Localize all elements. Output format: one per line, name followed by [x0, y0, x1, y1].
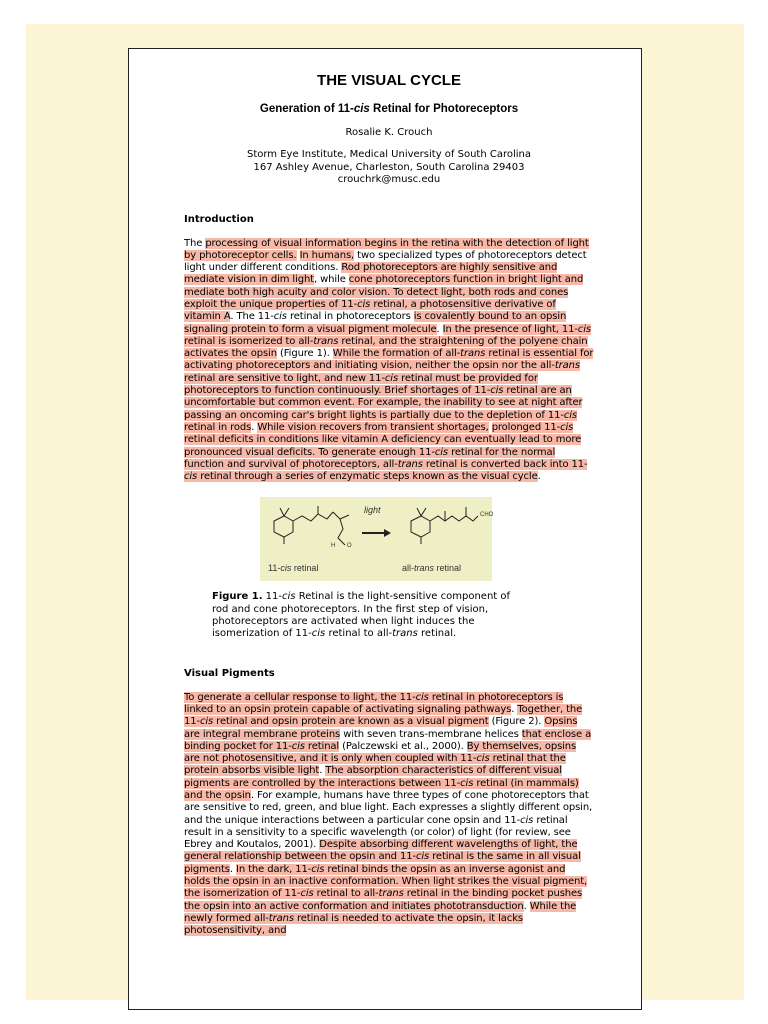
highlighted-text: trans — [554, 360, 580, 372]
highlighted-text: Rod photoreceptors are highly sensitive and mediate vision in dim light — [184, 262, 558, 286]
text-run: retinal result in a sensitivity to a specific wavelength (or color) of light (for review, see Ebrey and Koutalos, 2001). — [184, 814, 571, 851]
introduction-paragraph — [184, 238, 594, 484]
section-heading-visual-pigments: Visual Pigments — [184, 667, 275, 679]
right-chain — [430, 516, 478, 521]
highlighted-text: In the dark, 11- — [236, 863, 312, 875]
highlighted-text: cis — [300, 888, 314, 900]
text-run: (Figure 1). — [276, 348, 333, 360]
highlighted-text: is covalently bound to an opsin signaling protein to form a visual pigment molecule — [184, 311, 567, 335]
label-part: all- — [402, 563, 415, 574]
highlighted-text: retinal — [304, 740, 340, 752]
left-ring — [274, 516, 293, 537]
text-run: . — [523, 900, 530, 912]
highlighted-text: retinal is the same in all visual pigments — [184, 851, 581, 875]
text-run: The — [184, 237, 206, 249]
highlighted-text: retinal is converted back into 11- — [422, 458, 588, 470]
highlighted-text: trans — [378, 888, 404, 900]
text-run: . — [436, 323, 443, 335]
highlighted-text: cis — [560, 421, 574, 433]
text-run: (Palczewski et al., 2000). — [339, 740, 467, 752]
text-run: retinal in photoreceptors — [286, 311, 414, 323]
arrow-head — [384, 529, 391, 537]
highlighted-text: By themselves, opsins are not photosensitive, and it is only when coupled with 11- — [184, 740, 577, 765]
highlighted-text: retinal is needed to activate the opsin, it lacks photosensitivity, and — [184, 912, 523, 937]
highlighted-text: retinal are an uncomfortable but common event. For example, the inability to see at night after passing an oncoming car's bright lights is partially due to the depletion of 11- — [184, 385, 583, 421]
highlighted-text: The absorption characteristics of different visual pigments are controlled by the interactions between 11- — [184, 765, 562, 789]
bond — [340, 515, 349, 519]
highlighted-text: retinal in photoreceptors is linked to an opsin protein capable of activating signaling pathways — [184, 691, 564, 715]
text-run: cis — [311, 628, 326, 640]
highlighted-text: Despite absorbing different wavelengths of light, the general relationship between the opsin and 11- — [184, 839, 578, 863]
document-content — [184, 71, 594, 938]
label-11-cis-retinal — [268, 563, 318, 573]
highlighted-text: trans — [460, 348, 486, 360]
highlighted-text: retinal in the binding pocket pushes the opsin into an active conformation and initiates phototransduction — [184, 888, 583, 912]
caption-label: Figure 1. — [212, 591, 263, 603]
text-run: cis — [520, 814, 534, 826]
left-chain — [293, 512, 333, 521]
highlighted-text: retinal through a series of enzymatic steps known as the visual cycle — [197, 471, 538, 483]
subtitle-italic: cis — [353, 103, 370, 115]
highlighted-text: retinal (in mammals) and the opsin — [184, 777, 579, 801]
highlighted-text: retinal deficits in conditions like vitamin A deficiency can eventually lead to more pronounced visual deficits. To generate enough 11- — [184, 434, 582, 458]
text-run: . The 11- — [230, 311, 274, 323]
highlighted-text: cis — [563, 409, 577, 421]
highlighted-text: cis — [384, 372, 399, 384]
highlighted-text: In the presence of light, 11- — [442, 323, 578, 335]
highlighted-text: retinal for the normal function and survival of photoreceptors, all- — [184, 446, 556, 470]
subtitle-part: Generation of 11- — [259, 103, 354, 115]
text-run: . — [251, 421, 258, 433]
highlighted-text: cone photoreceptors function in bright light and mediate both high acuity and color vision — [184, 274, 584, 298]
highlighted-text: cis — [311, 863, 325, 875]
label-italic: trans — [414, 563, 435, 574]
highlighted-text: cis — [434, 446, 449, 458]
text-run: cis — [273, 311, 287, 323]
subtitle-part: Retinal for Photoreceptors — [369, 103, 519, 115]
highlighted-text: To generate a cellular response to light, the 11- — [184, 691, 416, 703]
text-run: with seven trans-membrane helices — [340, 728, 522, 740]
bond — [280, 508, 284, 516]
highlighted-text: retinal are sensitive to light, and new 11- — [184, 372, 385, 384]
affiliation-block — [184, 149, 594, 187]
highlighted-text: trans — [397, 458, 423, 470]
bond — [421, 508, 426, 516]
highlighted-text: cis — [357, 298, 371, 310]
highlighted-text: Together, the 11- — [184, 703, 583, 728]
highlighted-text: cis — [291, 740, 305, 752]
document-title: THE VISUAL CYCLE — [317, 72, 461, 89]
left-chain-cis — [333, 512, 345, 545]
highlighted-text: retinal in rods — [184, 421, 252, 433]
label-all-trans-retinal — [402, 563, 461, 573]
highlighted-text: While the newly formed all- — [184, 900, 577, 924]
highlighted-text: retinal binds the opsin as an inverse agonist and holds the opsin in an inactive conformation. When light strikes the visual pigment, the isomerization of 11- — [184, 863, 588, 900]
highlighted-text: retinal must be provided for photoreceptors to function continuously. Brief shortages of 11- — [184, 372, 538, 397]
text-run: . — [229, 863, 237, 875]
highlighted-text: retinal, a photosensitive derivative of vitamin A — [184, 298, 556, 323]
visual-pigments-paragraph — [184, 692, 594, 938]
highlighted-text: retinal that the protein absorbs visible light — [184, 753, 566, 777]
bond — [284, 508, 289, 516]
highlighted-text: cis — [460, 777, 474, 789]
figure-1-retinal-isomerization — [260, 497, 492, 581]
text-run: Retinal is the light-sensitive component of rod and cone photoreceptors. In the first step of vision, photoreceptors are activated when light induces the isomerization of 11- — [212, 591, 511, 640]
label-part: retinal — [291, 563, 319, 574]
highlighted-text: cis — [476, 753, 490, 765]
text-run: retinal. — [417, 628, 457, 640]
affiliation-line: 167 Ashley Avenue, Charleston, South Carolina 29403 — [253, 161, 525, 173]
text-run: . For example, humans have three types of cone photoreceptors that are sensitive to red, green, and blue light. Each expresses a slightly different opsin, and the unique interactions between a particular cone opsin and 11- — [184, 790, 593, 826]
highlighted-text: trans — [268, 912, 294, 924]
affiliation-line: Storm Eye Institute, Medical University of South Carolina — [246, 149, 531, 160]
light-label: light — [364, 505, 381, 516]
highlighted-text: retinal is essential for activating photoreceptors and initiating vision, neither the opsin nor the all- — [184, 348, 594, 372]
highlighted-text: While the formation of all- — [332, 348, 461, 360]
h-atom-label: H — [331, 543, 336, 550]
label-part: 11- — [268, 563, 281, 574]
text-run: trans — [392, 628, 418, 640]
text-run: 11- — [262, 591, 283, 603]
highlighted-text: processing of visual information begins in the retina with the detection of light by photoreceptor cells. — [184, 237, 589, 261]
highlighted-text: cis — [184, 471, 198, 483]
bond — [417, 508, 421, 516]
highlighted-text: cis — [577, 323, 591, 335]
highlighted-text: . To detect light, both rods and cones exploit the unique properties of 11- — [184, 286, 569, 310]
text-run: . — [537, 471, 541, 483]
highlighted-text: Opsins are integral membrane proteins — [184, 716, 578, 740]
highlighted-text: retinal and opsin protein are known as a visual pigment — [213, 716, 489, 728]
label-italic: cis — [280, 563, 292, 574]
highlighted-text: retinal is isomerized to all- — [184, 335, 314, 347]
text-run: cis — [282, 591, 296, 603]
author-name: Rosalie K. Crouch — [345, 127, 433, 138]
highlighted-text: cis — [490, 385, 504, 397]
highlighted-text: that enclose a binding pocket for 11- — [184, 728, 592, 752]
label-part: retinal — [434, 563, 462, 574]
figure-1-caption — [212, 591, 512, 640]
highlighted-text: prolonged 11- — [491, 421, 561, 433]
highlighted-text: cis — [415, 691, 429, 703]
text-run: . — [319, 765, 326, 777]
author-email: crouchrk@musc.edu — [337, 174, 441, 185]
o-atom-label: O — [347, 543, 352, 550]
text-run: retinal to all- — [325, 628, 393, 640]
highlighted-text: In humans, — [299, 249, 355, 261]
highlighted-text: trans — [313, 335, 339, 347]
cho-label: CHO — [480, 512, 494, 519]
text-run: . — [511, 703, 518, 715]
document-subtitle — [184, 101, 594, 117]
section-heading-introduction: Introduction — [184, 213, 254, 225]
highlighted-text: cis — [199, 716, 214, 728]
highlighted-text: While vision recovers from transient shortages, — [257, 421, 489, 433]
right-ring — [411, 516, 430, 537]
text-run: , while — [313, 274, 349, 286]
document-page — [128, 48, 642, 1010]
highlighted-text: retinal, and the straightening of the polyene chain activates the opsin — [184, 335, 588, 360]
text-run: (Figure 2). — [488, 716, 545, 728]
highlighted-text: cis — [415, 851, 430, 863]
highlighted-text: retinal to all- — [313, 888, 379, 900]
text-run: two specialized types of photoreceptors detect light under different conditions. — [184, 249, 587, 274]
